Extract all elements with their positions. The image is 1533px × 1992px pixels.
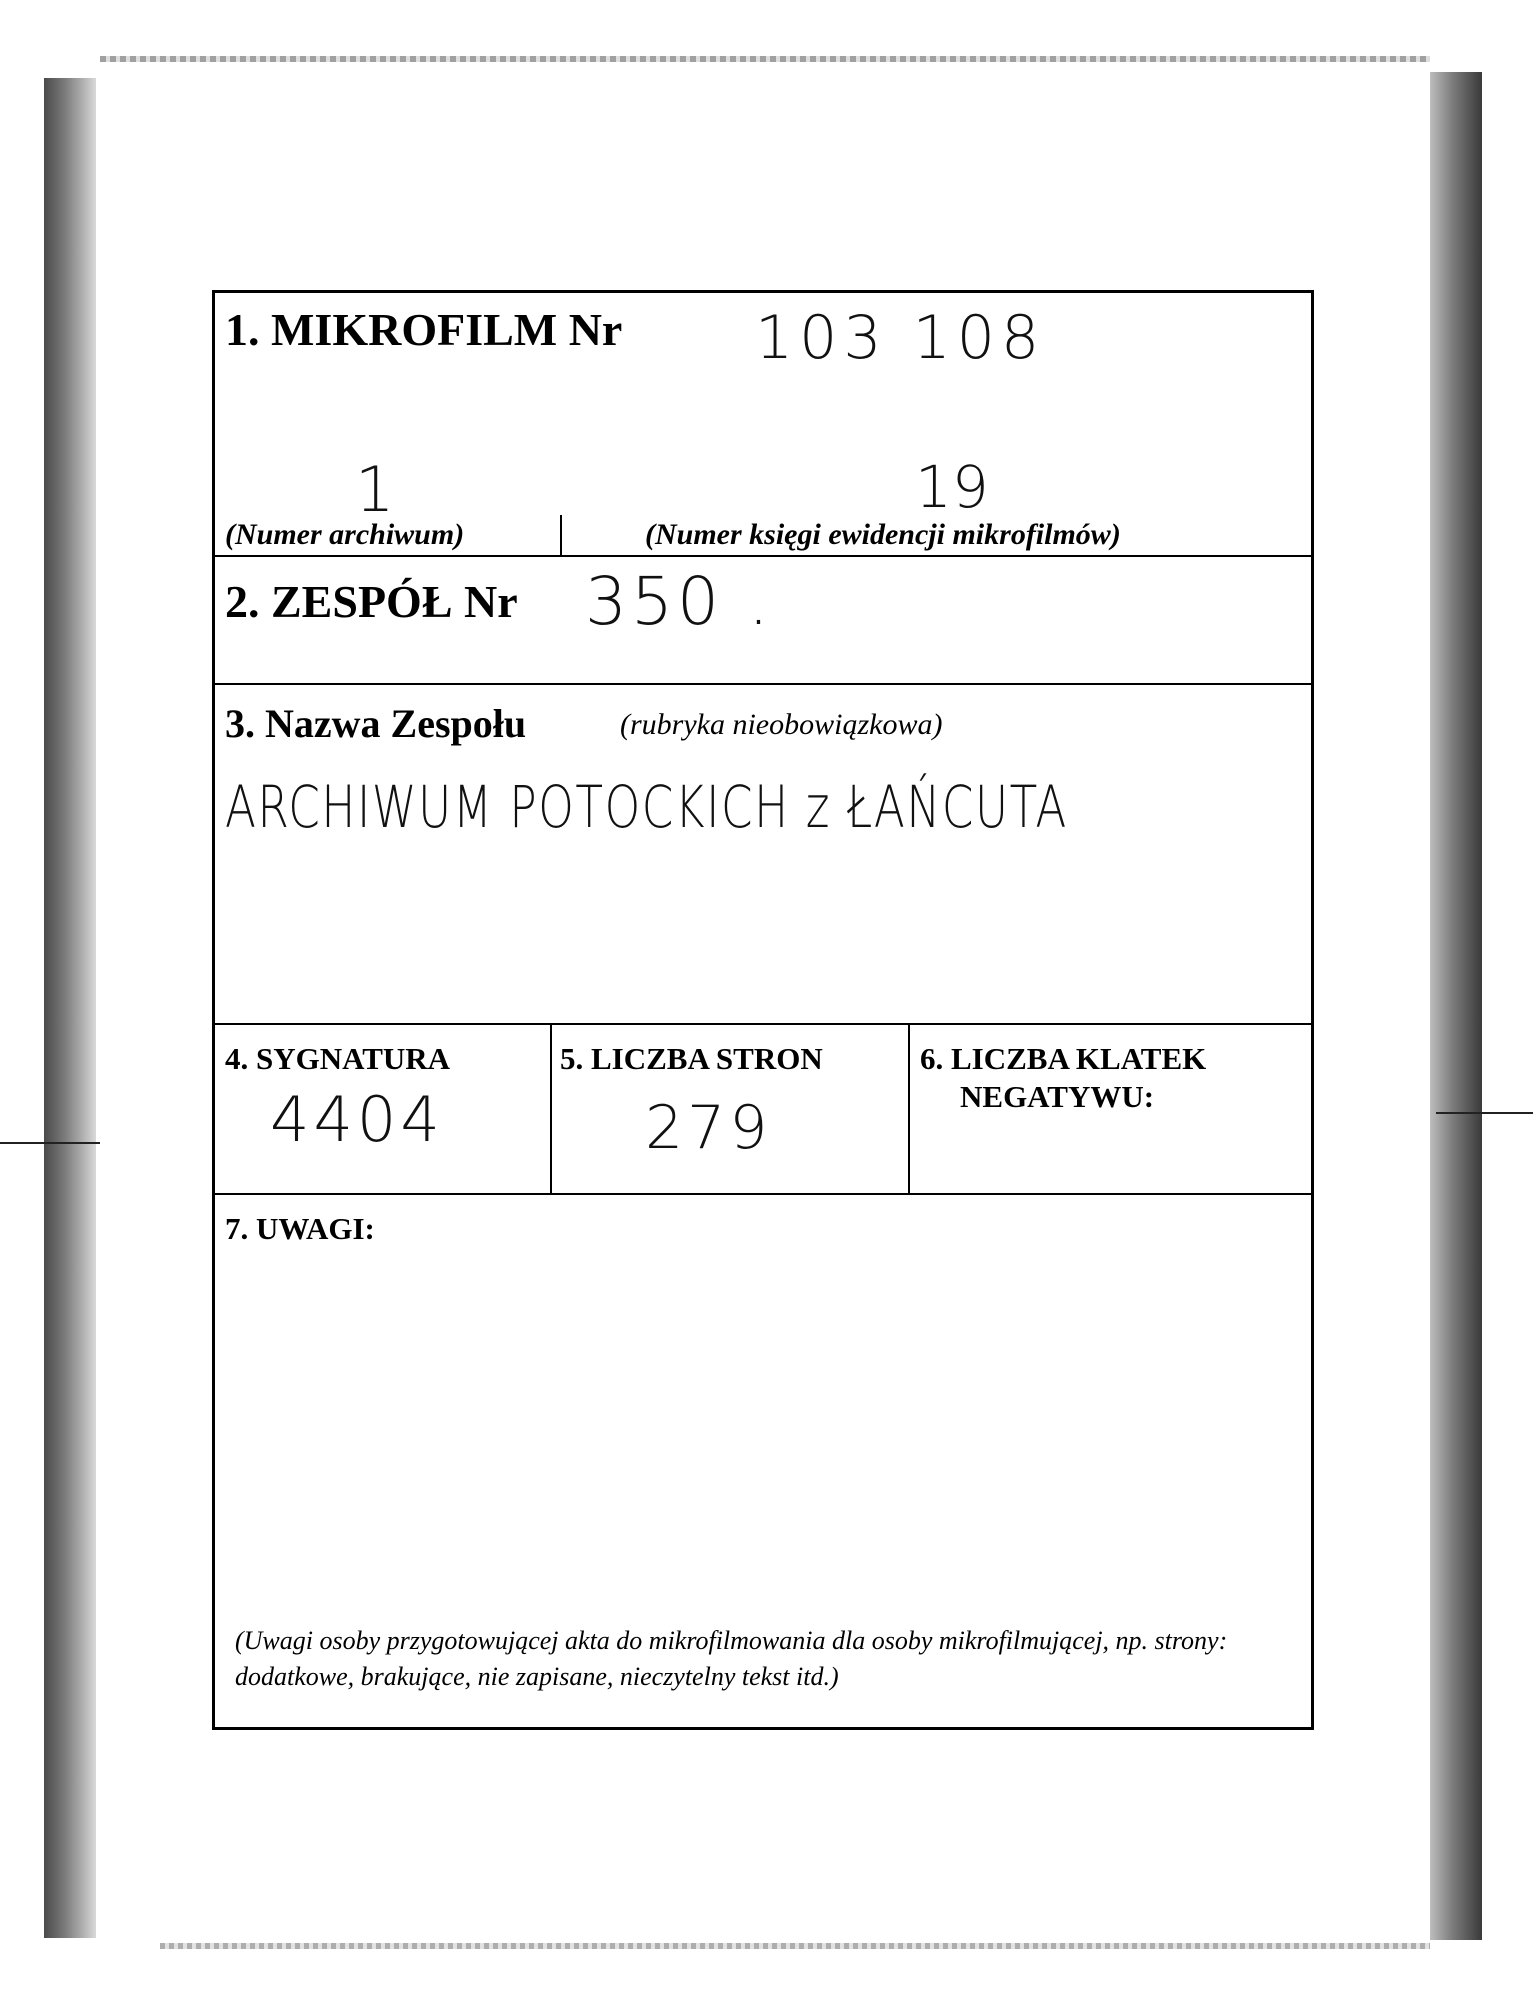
field6-label-line1: 6. LICZBA KLATEK: [920, 1041, 1207, 1076]
divider-row4: [215, 1193, 1311, 1195]
divider-col2: [908, 1023, 910, 1195]
microfilm-form: [212, 290, 1314, 1730]
field1-value: 103 108: [755, 303, 1046, 373]
field6-label-line2: NEGATYWU:: [960, 1079, 1155, 1114]
archive-number: 1: [355, 453, 395, 526]
field4-label: 4. SYGNATURA: [225, 1041, 451, 1076]
field2-label: 2. ZESPÓŁ Nr: [225, 576, 518, 627]
register-number: 19: [915, 453, 989, 521]
divider-row2: [215, 683, 1311, 685]
field5-value: 279: [645, 1093, 772, 1163]
scan-edge-right: [1430, 72, 1482, 1940]
field1-label: 1. MIKROFILM Nr: [225, 304, 623, 355]
field2-value: 350 .: [585, 563, 773, 640]
field3-note: (rubryka nieobowiązkowa): [620, 708, 943, 741]
divider-row1: [215, 555, 1311, 557]
register-number-label: (Numer księgi ewidencji mikrofilmów): [645, 518, 1121, 551]
scan-dash-left: [0, 1142, 100, 1144]
scan-line-bottom: [160, 1943, 1430, 1949]
field5-label: 5. LICZBA STRON: [560, 1041, 823, 1076]
divider-col1: [550, 1023, 552, 1195]
scan-edge-left: [44, 78, 96, 1938]
field7-label: 7. UWAGI:: [225, 1211, 375, 1246]
field3-label: 3. Nazwa Zespołu: [225, 701, 527, 746]
archive-number-label: (Numer archiwum): [225, 518, 465, 551]
scan-dash-right: [1436, 1112, 1533, 1114]
archive-divider: [560, 515, 562, 555]
field4-value: 4404: [270, 1083, 444, 1156]
field7-note: (Uwagi osoby przygotowującej akta do mikrofilmowania dla osoby mikrofilmującej, np. strony: dodatkowe, brakujące, nie zapisane, nieczytelny tekst itd.): [235, 1626, 1228, 1692]
scan-line-top: [100, 56, 1430, 62]
divider-row3: [215, 1023, 1311, 1025]
field3-value: ARCHIWUM POTOCKICH z ŁAŃCUTA: [225, 773, 1068, 841]
